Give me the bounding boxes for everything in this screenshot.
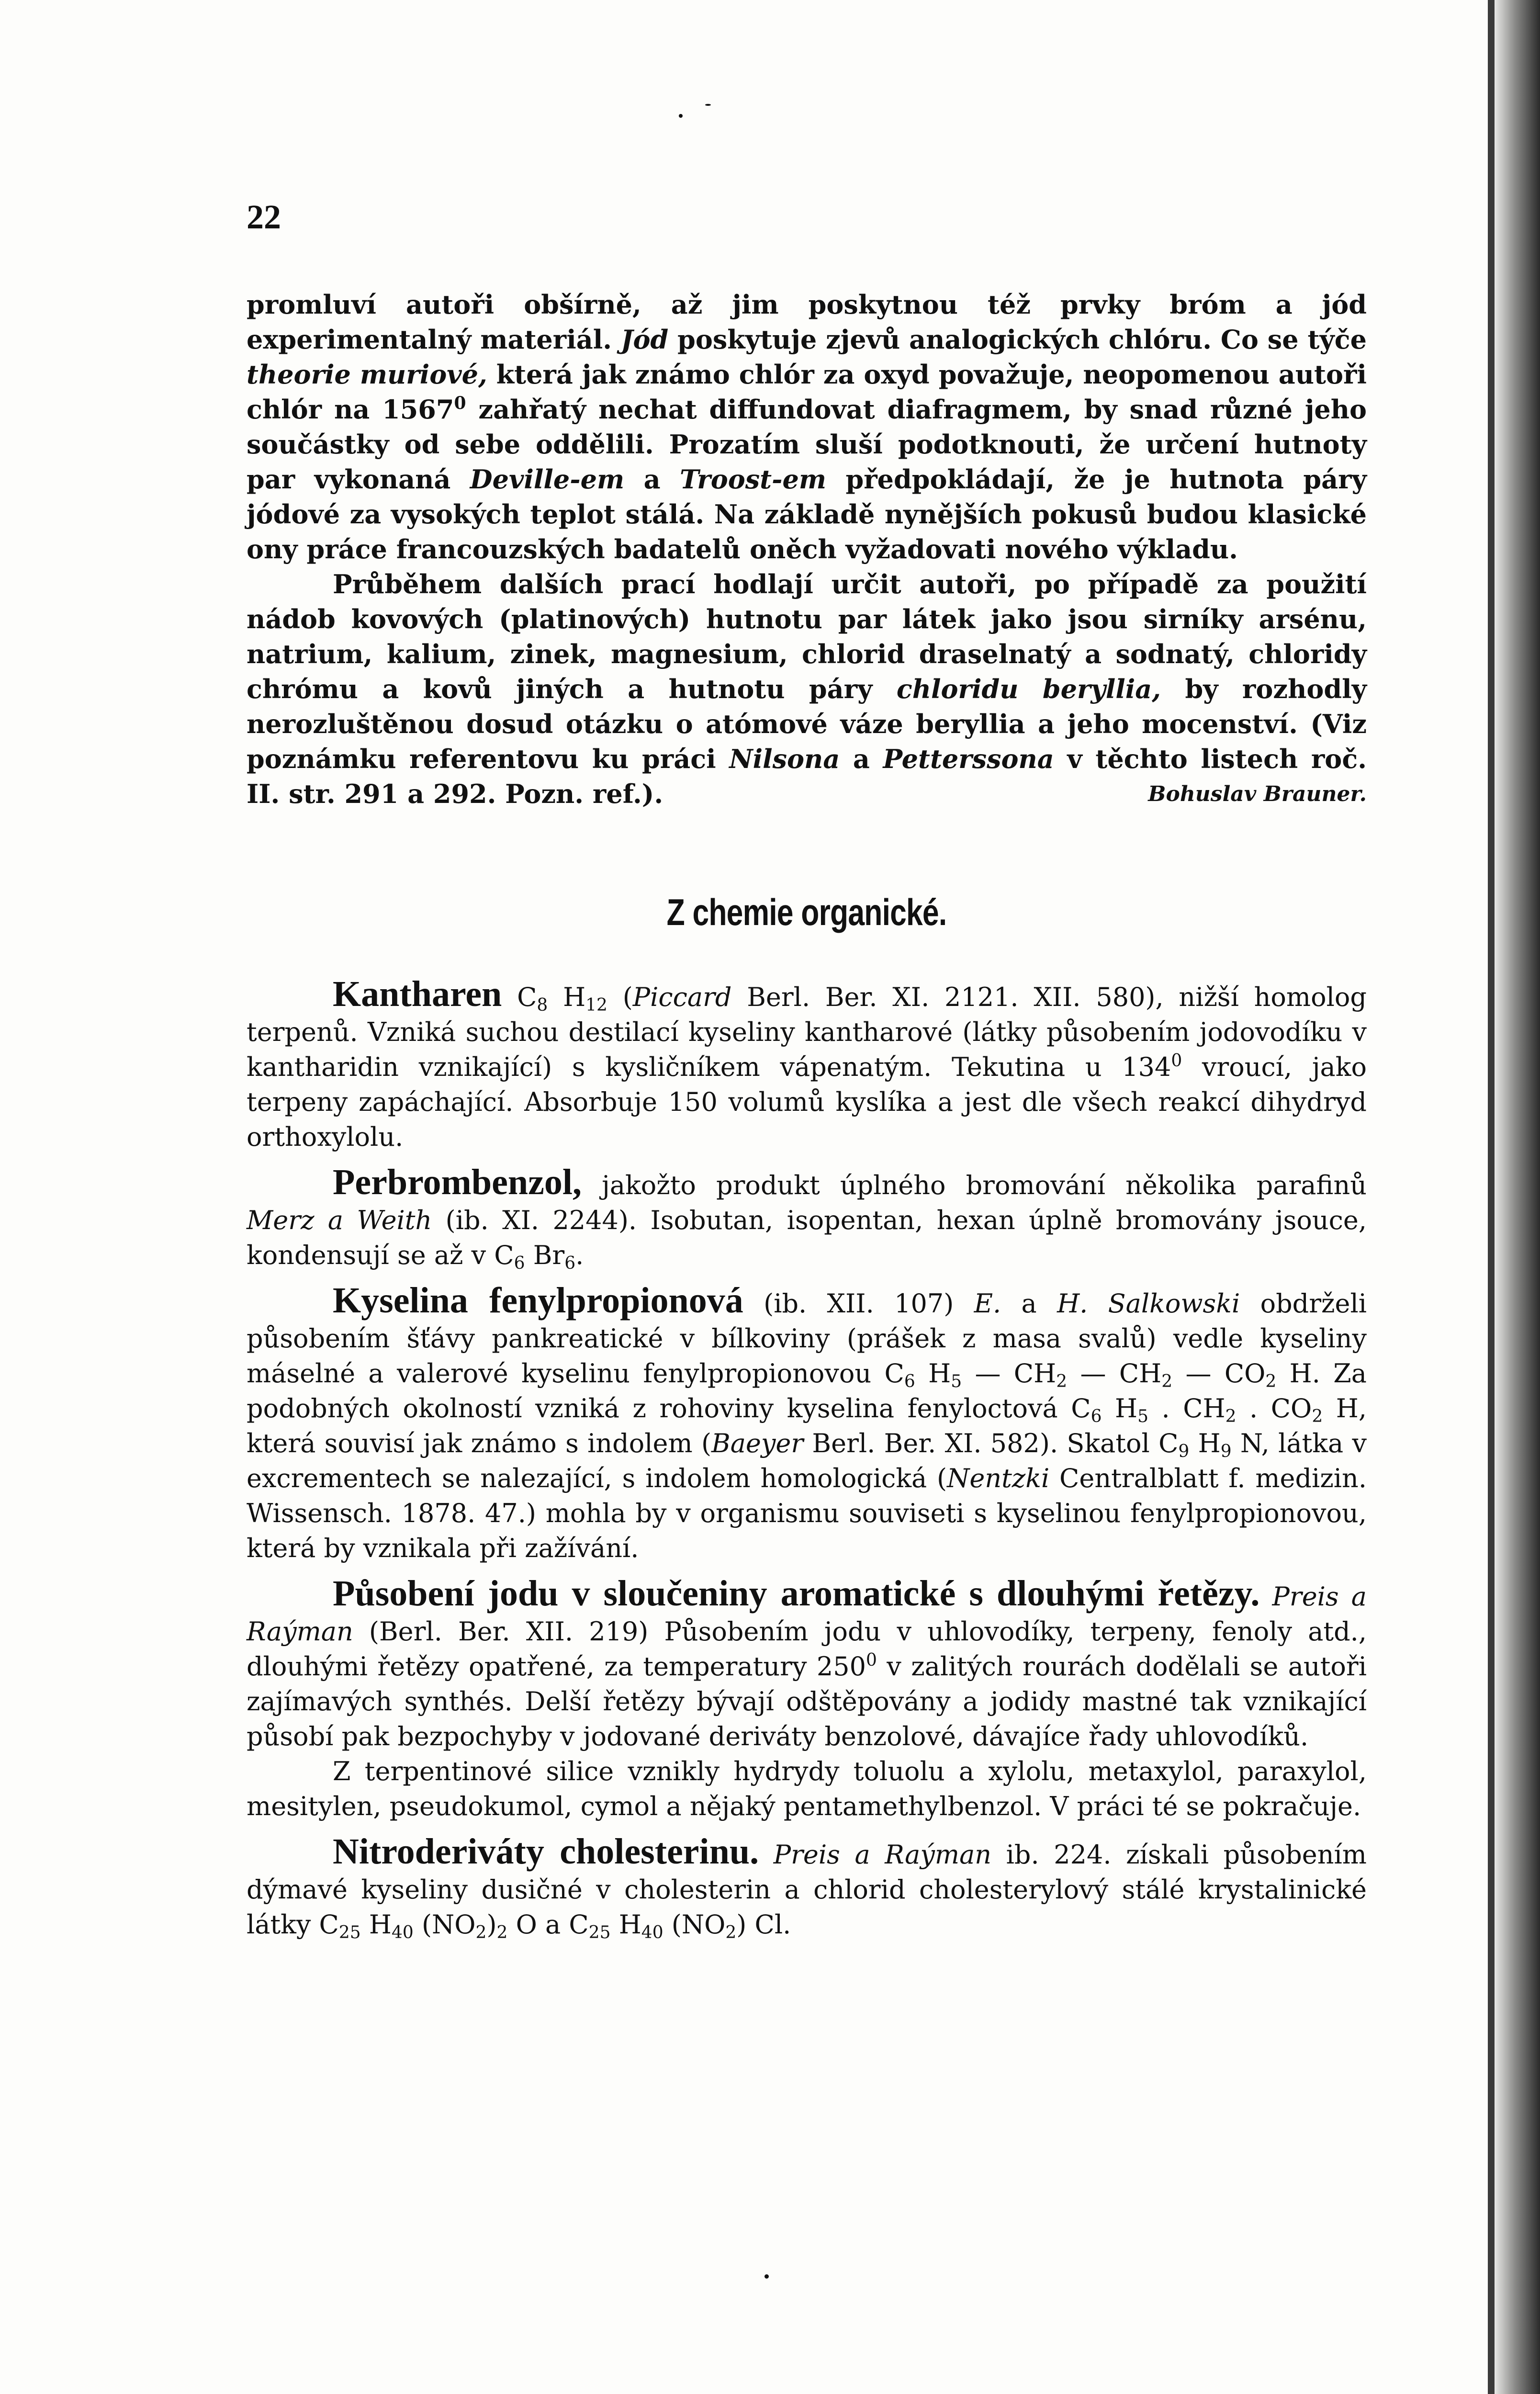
author-signature: Bohuslav Brauner.	[1148, 782, 1367, 806]
ink-speck	[705, 104, 711, 106]
page-edge-shadow	[1488, 0, 1495, 2394]
ink-speck	[764, 2274, 769, 2279]
entry-pusobeni-jodu: Působení jodu v sloučeniny aromatické s dlouhými řetězy. Preis a Raýman (Berl. Ber. XII. 219) Působením jodu v uhlovodíky, terpeny, fenoly atd., dlouhými řetězy opatřené, za temperatury $250^0$ v zalitých rourách dodělali se autoři zajímavých synthés. Delší řetězy bývají odštěpovány a jodidy mastné tak vznikající působí pak bezpochyby v jodované deriváty benzolové, dávajíce řady uhlovodíků.	[247, 1573, 1367, 1751]
entries-text	[247, 974, 1367, 1942]
paragraph: promluví autoři obšírně, až jim poskytnou též prvky bróm a jód experimentalný materiál. Jód poskytuje zjevů analogických chlóru. Co se týče theorie muriové, která jak známo chlór za oxyd považuje, neopomenou autoři chlór na 1567$^0$ zahřatý nechat diffundovat diafragmem, by snad různé jeho součástky od sebe oddělili. Prozatím sluší podotknouti, že určení hutnoty par vykonaná Deville-em a Troost-em předpokládají, že je hutnota páry jódové za vysokých teplot stálá. Na základě nynějších pokusů budou klasické ony práce francouzských badatelů oněch vyžadovati nového výkladu.	[247, 289, 1367, 565]
entry-kantharen: Kantharen $C_8$ $H_{12}$ (Piccard Berl. Ber. XI. 2121. XII. 580), nižší homolog terpenů. Vzniká suchou destilací kyseliny kantharové (látky působením jodovodíku v kantharidin vznikající) s kysličníkem vápenatým. Tekutina u $134^0$ vroucí, jako terpeny zapáchající. Absorbuje 150 volumů kyslíka a jest dle všech reakcí dihydryd orthoxylolu.	[247, 974, 1367, 1152]
entry-fenylpropionova: Kyselina fenylpropionová (ib. XII. 107) E. a H. Salkowski obdrželi působením šťávy pankreatické v bílkoviny (prášek z masa svalů) vedle kyseliny máselné a valerové kyselinu fenylpropionovou $C_6$ $H_5$ — $CH_2$ — $CH_2$ — $CO_2$ H. Za podobných okolností vzniká z rohoviny kyselina fenyloctová $C_6$ $H_5$ . $CH_2$ . $CO_2$ H, která souvisí jak známo s indolem (Baeyer Berl. Ber. XI. 582). Skatol $C_9$ $H_9$ N, látka v excrementech se nalezající, s indolem homologická (Nentzki Centralblatt f. medizin. Wissensch. 1878. 47.) mohla by v organismu souviseti s kyselinou fenylpropionovou, která by vznikala při zažívání.	[247, 1280, 1367, 1563]
entry-heading: Kantharen	[333, 974, 502, 1014]
ink-speck	[679, 114, 683, 118]
entry-heading: Nitroderiváty cholesterinu.	[333, 1831, 759, 1872]
entry-heading: Perbrombenzol,	[333, 1162, 582, 1202]
section-title: Z chemie organické.	[666, 891, 947, 933]
entry-heading: Působení jodu v sloučeniny aromatické s dlouhými řetězy.	[333, 1573, 1260, 1614]
entry-nitroderivaty: Nitroderiváty cholesterinu. Preis a Raýman ib. 224. získali působením dýmavé kyseliny dusičné v cholesterin a chlorid cholesterylový stálé krystalinické látky $C_{25}$ $H_{40}$ $(NO_2)_2$ O a $C_{25}$ $H_{40}$ $(NO_2)$ Cl.	[247, 1831, 1367, 1942]
book-gutter-shadow	[1495, 0, 1540, 2394]
paragraph: Průběhem dalších prací hodlají určit autoři, po případě za použití nádob kovových (platinových) hutnotu par látek jako jsou sirníky arsénu, natrium, kalium, zinek, magnesium, chlorid draselnatý a sodnatý, chloridy chrómu a kovů jiných a hutnotu páry chloridu beryllia, by rozhodly nerozluštěnou dosud otázku o atómové váze beryllia a jeho mocenství. (Viz poznámku referentovu ku práci Nilsona a Petterssona v těchto listech roč. II. str. 291 a 292. Pozn. ref.).	[247, 569, 1367, 809]
entry-perbrombenzol: Perbrombenzol, jakožto produkt úplného bromování několika parafinů Merz a Weith (ib. XI. 2244). Isobutan, isopentan, hexan úplně bromovány jsouce, kondensují se až v $C_6$ $Br_6$.	[247, 1162, 1367, 1273]
paragraph: Z terpentinové silice vznikly hydrydy toluolu a xylolu, metaxylol, paraxylol, mesitylen, pseudokumol, cymol a nějaký pentamethylbenzol. V práci té se pokračuje.	[247, 1756, 1367, 1821]
page-number: 22	[247, 198, 281, 236]
entry-heading: Kyselina fenylpropionová	[333, 1280, 743, 1321]
intro-text	[247, 287, 1367, 812]
